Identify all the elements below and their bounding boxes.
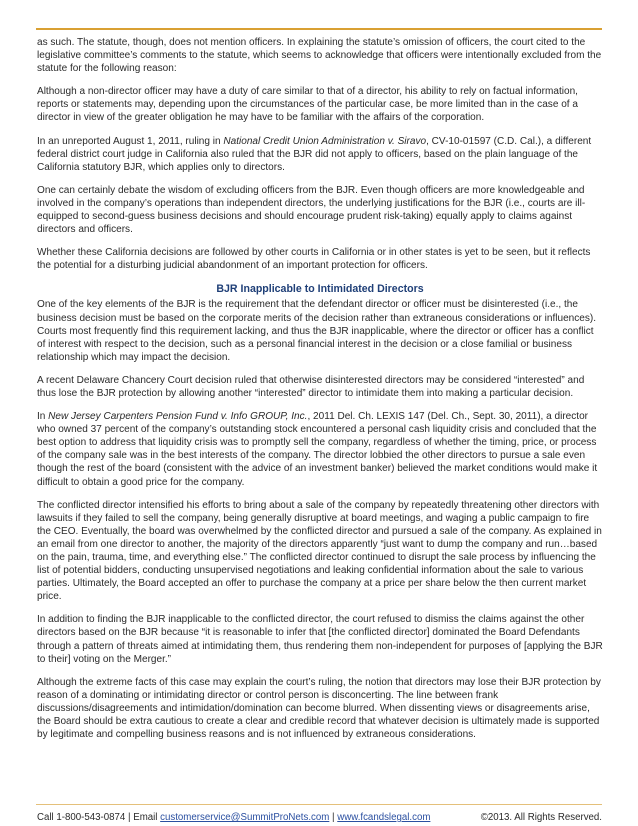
text-run: , 2011 Del. Ch. LEXIS 147 (Del. Ch., Sept. 30, 2011), a director who owned 37 percent of the company’s outstanding stock encountered a personal cash liquidity crisis and concluded that the best option to address that liquidity crisis was to promptly sell the company, regardless of whether the timing, price, or process of the company sale was in the best interests of the company. The director lobbied the other directors to pursue a sale even though the rest of the board (consistent with the advice of an investment banker) believed the market conditions would make it difficult to obtain a good price for the company. bbox=[37, 411, 598, 488]
paragraph-1: as such. The statute, though, does not mention officers. In explaining the statute’s omission of officers, the court cited to the legislative committee’s comments to the statute, which seems to acknowledge that officers were intentionally excluded from the statute for the following reason: bbox=[37, 37, 602, 75]
paragraph-10: In addition to finding the BJR inapplicable to the conflicted director, the court refused to dismiss the claims against the other directors based on the BJR because “it is reasonable to infer that [the conflicted director] dominated the Board Defendants through a pattern of threats aimed at intimidating them, thus rendering them non-independent for purposes of [applying the BJR to their] voting on the Merger.” bbox=[37, 614, 603, 665]
footer-rule bbox=[36, 804, 602, 805]
paragraph-6: One of the key elements of the BJR is the requirement that the defendant director or officer must be disinterested (i.e., the business decision must be based on the corporate merits of the decision rather than extraneous considerations or influences). Courts most frequently find this requirement lacking, and thus the BJR inapplicable, where the director or officer has a conflict of interest with respect to the decision, such as a personal financial interest in the decision or a close familial or business relationship which may impact the decision. bbox=[37, 299, 597, 363]
footer-email-label: Email bbox=[133, 812, 161, 823]
footer-website-link[interactable]: www.fcandslegal.com bbox=[337, 812, 431, 823]
footer-email-link[interactable]: customerservice@SummitProNets.com bbox=[160, 812, 330, 823]
paragraph-11: Although the extreme facts of this case may explain the court’s ruling, the notion that directors may lose their BJR protection by reason of a dominating or intimidating director or control person is disconcerting. The line between frank discussions/disagreements and intimidation/domination can become blurred. When dissenting views or disagreements arise, the Board should be extra cautious to create a clear and credible record that whatever decision is ultimately made is supported by legitimate and compelling business reasons and is not influenced by extraneous considerations. bbox=[37, 676, 601, 741]
block-quote: Although a non-director officer may have a duty of care similar to that of a director, his ability to rely on factual information, reports or statements may, depending upon the circumstances of the particular case, be more limited than in the case of a director in view of the greater obligation he may have to be familiar with the affairs of the corporation. bbox=[37, 86, 578, 124]
text-run: , CV-10-01597 (C.D. Cal.), a different federal district court judge in California also ruled that the BJR did not apply to officers, based on the plain language of the California statutory BJR, which applies only to directors. bbox=[37, 135, 592, 173]
section-heading: BJR Inapplicable to Intimidated Directors bbox=[216, 283, 424, 296]
document-body bbox=[37, 36, 603, 751]
text-run: In an unreported August 1, 2011, ruling in bbox=[37, 135, 224, 147]
footer-copyright: ©2013. All Rights Reserved. bbox=[480, 812, 602, 823]
text-run: In bbox=[37, 411, 49, 423]
case-name: New Jersey Carpenters Pension Fund v. Info GROUP, Inc. bbox=[48, 411, 308, 423]
paragraph-infogroup bbox=[37, 410, 603, 489]
footer-separator: | bbox=[329, 812, 338, 823]
paragraph-7: A recent Delaware Chancery Court decision ruled that otherwise disinterested directors may be considered “interested” and thus lose the BJR protection by allowing another “interested” director to intimidate them into making a particular decision. bbox=[37, 374, 585, 399]
case-name: National Credit Union Administration v. Siravo bbox=[223, 135, 427, 147]
footer-separator: | bbox=[125, 812, 134, 823]
header-rule bbox=[36, 28, 602, 30]
footer bbox=[37, 812, 602, 824]
footer-phone: Call 1-800-543-0874 bbox=[37, 812, 126, 823]
paragraph-5: Whether these California decisions are followed by other courts in California or in other states is yet to be seen, but it reflects the potential for a disturbing judicial abandonment of an important protection for officers. bbox=[37, 247, 591, 272]
paragraph-9: The conflicted director intensified his efforts to bring about a sale of the company by repeatedly threatening other directors with lawsuits if they failed to sell the company, being generally disruptive at board meetings, and waging a public campaign to fire the CEO. Eventually, the board was overwhelmed by the conflicted director and pursued a sale of the company. As explained in an email from one director to another, the majority of the directors apparently “just want to dump the company and run…based on the pain, trauma, time, and everything else.” The conflicted director continued to disrupt the sale process by influencing the list of potential bidders, conducting unsupervised negotiations and leaking confidential information about the sale to various parties. Ultimately, the Board accepted an offer to purchase the company at a price per share below the then current market price. bbox=[37, 499, 602, 603]
paragraph-4: One can certainly debate the wisdom of excluding officers from the BJR. Even though officers are more knowledgeable and involved in the company’s operations than independent directors, the underlying justifications for the BJR (i.e., courts are ill-equipped to second-guess business decisions and should encourage prudent risk-taking) equally apply to claims against directors and officers. bbox=[37, 184, 586, 236]
paragraph-siravo bbox=[37, 135, 603, 174]
